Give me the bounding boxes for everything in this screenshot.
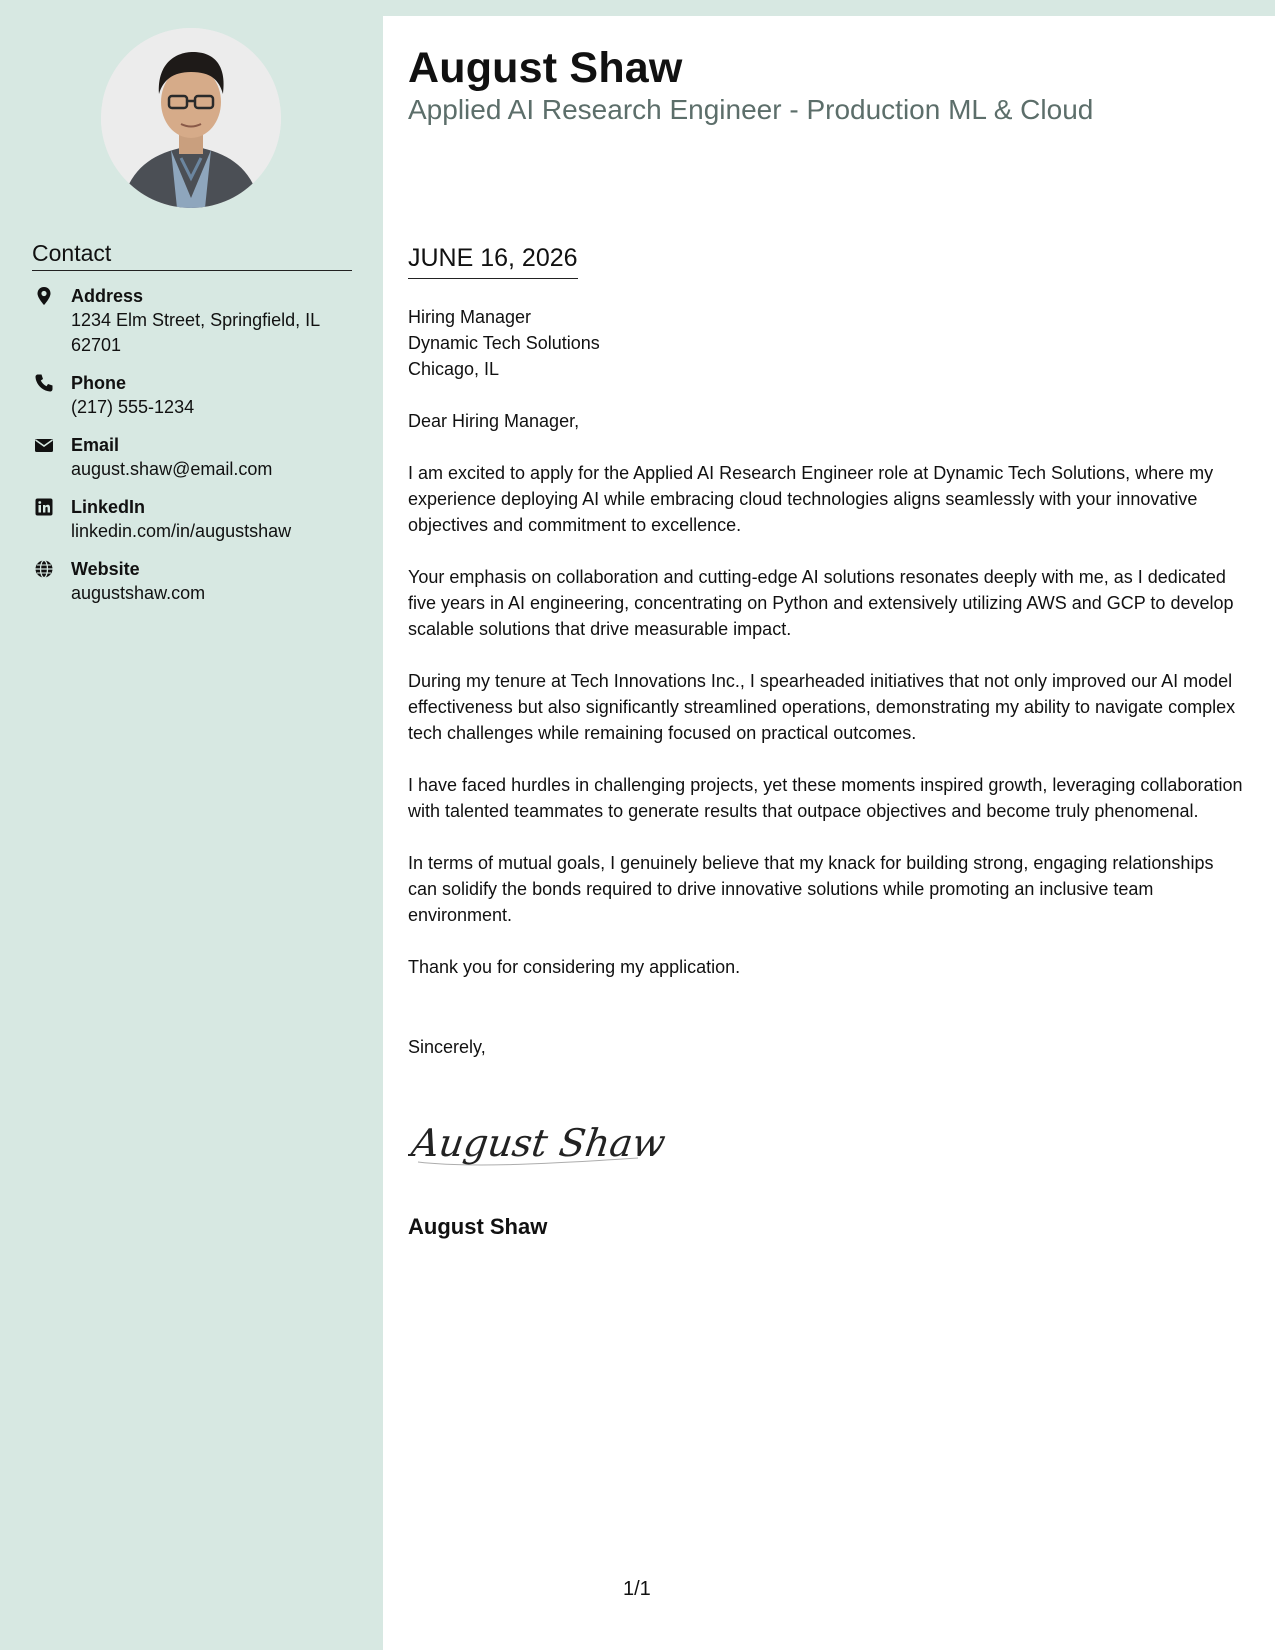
website-label: Website [71, 559, 140, 579]
linkedin-icon [34, 497, 54, 517]
contact-item-linkedin [32, 495, 352, 544]
contact-item-phone [32, 371, 352, 420]
recipient-line: Dynamic Tech Solutions [408, 333, 600, 353]
map-pin-icon [34, 286, 54, 306]
letter-paragraph: Your emphasis on collaboration and cutting-edge AI solutions resonates deeply with me, as I dedicated five years in AI engineering, concentrating on Python and extensively utilizing AWS and GCP to develop scalable solutions that drive measurable impact. [408, 567, 1234, 639]
sidebar [0, 0, 383, 1650]
letter-paragraph: During my tenure at Tech Innovations Inc., I spearheaded initiatives that not only improved our AI model effectiveness but also significantly streamlined operations, demonstrating my ability to navigate complex tech challenges while remaining focused on practical outcomes. [408, 671, 1236, 743]
thanks-line: Thank you for considering my application. [408, 957, 741, 977]
salutation: Dear Hiring Manager, [408, 411, 580, 431]
job-title: Applied AI Research Engineer - Production ML & Cloud [408, 94, 1094, 125]
address-label: Address [71, 286, 144, 306]
closing: Sincerely, [408, 1037, 486, 1057]
letter-paragraph: I have faced hurdles in challenging projects, yet these moments inspired growth, leveraging collaboration with talented teammates to generate results that outpace objectives and become truly phenomenal. [408, 775, 1243, 821]
contact-heading: Contact [32, 240, 352, 271]
linkedin-label: LinkedIn [71, 497, 146, 517]
signature-text: August Shaw [408, 1122, 668, 1166]
phone-value: (217) 555-1234 [71, 397, 195, 417]
envelope-icon [34, 435, 54, 455]
letter-panel [383, 16, 1275, 1650]
letter-paragraph: In terms of mutual goals, I genuinely believe that my knack for building strong, engaging relationships can solidify the bonds required to drive innovative solutions while promoting an inclusive team environment. [408, 853, 1214, 925]
page-number: 1/1 [623, 1578, 651, 1600]
contact-list [32, 284, 352, 619]
applicant-name: August Shaw [408, 44, 683, 92]
recipient-line: Chicago, IL [408, 359, 500, 379]
profile-photo [101, 28, 281, 208]
linkedin-value[interactable]: linkedin.com/in/augustshaw [71, 521, 292, 541]
address-value: 1234 Elm Street, Springfield, IL 62701 [71, 310, 320, 355]
website-value[interactable]: augustshaw.com [71, 583, 206, 603]
recipient-block [408, 304, 1243, 382]
globe-icon [34, 559, 54, 579]
recipient-line: Hiring Manager [408, 307, 532, 327]
letter-date: JUNE 16, 2026 [408, 244, 578, 279]
contact-item-email [32, 433, 352, 482]
email-label: Email [71, 435, 120, 455]
contact-item-address [32, 284, 352, 358]
signer-name: August Shaw [408, 1214, 548, 1239]
email-value: august.shaw@email.com [71, 459, 273, 479]
handwritten-signature [408, 1114, 668, 1174]
phone-icon [34, 373, 54, 393]
phone-label: Phone [71, 373, 127, 393]
contact-item-website [32, 557, 352, 606]
letter-body [408, 304, 1243, 1086]
letter-paragraph: I am excited to apply for the Applied AI Research Engineer role at Dynamic Tech Solutions, where my experience deploying AI while embracing cloud technologies aligns seamlessly with your innovative objectives and commitment to excellence. [408, 463, 1214, 535]
